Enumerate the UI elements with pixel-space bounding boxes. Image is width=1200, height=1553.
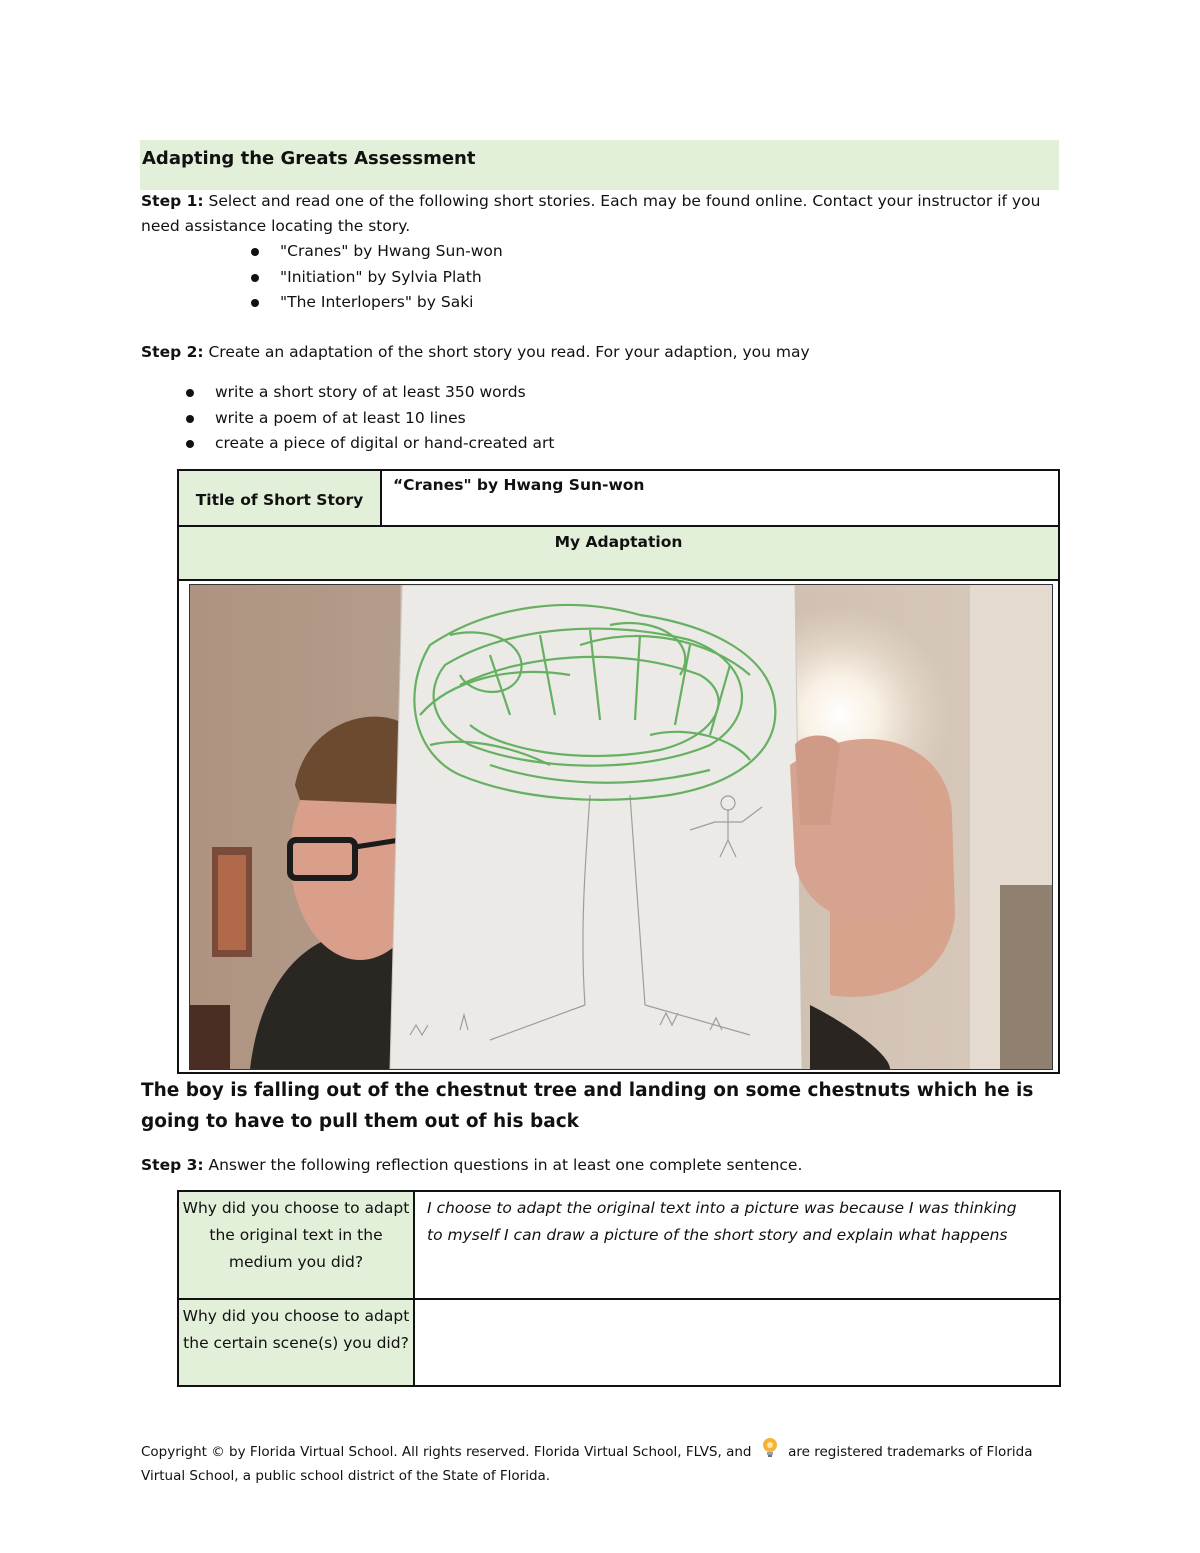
- list-item: "Cranes" by Hwang Sun-won: [251, 239, 503, 265]
- title-header-cell: Title of Short Story: [179, 471, 382, 525]
- step3-text: Answer the following reflection questions in at least one complete sentence.: [203, 1156, 803, 1174]
- step1-text: Select and read one of the following short stories. Each may be found online. Contact your instructor if you need assistance locating the story.: [141, 192, 1041, 235]
- step3-label: Step 3:: [141, 1156, 204, 1174]
- step1-label: Step 1:: [141, 192, 204, 210]
- flvs-lightbulb-logo-icon: [758, 1437, 782, 1457]
- title-band: [140, 140, 1059, 190]
- table-row: [179, 1192, 1059, 1300]
- list-item: "Initiation" by Sylvia Plath: [251, 265, 503, 291]
- step2-paragraph: [141, 340, 1056, 365]
- list-item: write a short story of at least 350 words: [186, 380, 554, 406]
- adaptation-options-list: [186, 380, 554, 457]
- story-table: [177, 469, 1060, 1074]
- list-item: "The Interlopers" by Saki: [251, 290, 503, 316]
- list-item: create a piece of digital or hand-created art: [186, 431, 554, 457]
- step3-paragraph: [141, 1153, 1056, 1178]
- adaptation-photo: [189, 584, 1053, 1070]
- page-title: Adapting the Greats Assessment: [142, 148, 476, 169]
- footer-text-start: Copyright © by Florida Virtual School. All rights reserved. Florida Virtual School, FLVS, and: [141, 1444, 752, 1460]
- list-item: write a poem of at least 10 lines: [186, 406, 554, 432]
- question-cell: Why did you choose to adapt the original text in the medium you did?: [179, 1192, 415, 1298]
- footer-text-end: are registered trademarks of Florida Virtual School, a public school district of the State of Florida.: [141, 1444, 1033, 1484]
- title-row: [179, 471, 1058, 527]
- reflection-table: [177, 1190, 1061, 1387]
- step2-text: Create an adaptation of the short story you read. For your adaption, you may: [203, 343, 810, 361]
- answer-cell: I choose to adapt the original text into a picture was because I was thinking to myself I can draw a picture of the short story and explain what happens: [427, 1199, 1017, 1244]
- adaptation-header-cell: My Adaptation: [179, 527, 1058, 581]
- title-value-cell: “Cranes" by Hwang Sun-won: [393, 476, 645, 494]
- step1-paragraph: [141, 189, 1056, 239]
- story-list: [251, 239, 503, 316]
- table-row: [179, 1300, 1059, 1385]
- question-cell: Why did you choose to adapt the certain scene(s) you did?: [179, 1300, 415, 1385]
- step2-label: Step 2:: [141, 343, 204, 361]
- copyright-footer: [141, 1437, 1071, 1488]
- adaptation-caption: The boy is falling out of the chestnut tree and landing on some chestnuts which he is going to have to pull them out of his back: [141, 1080, 1034, 1132]
